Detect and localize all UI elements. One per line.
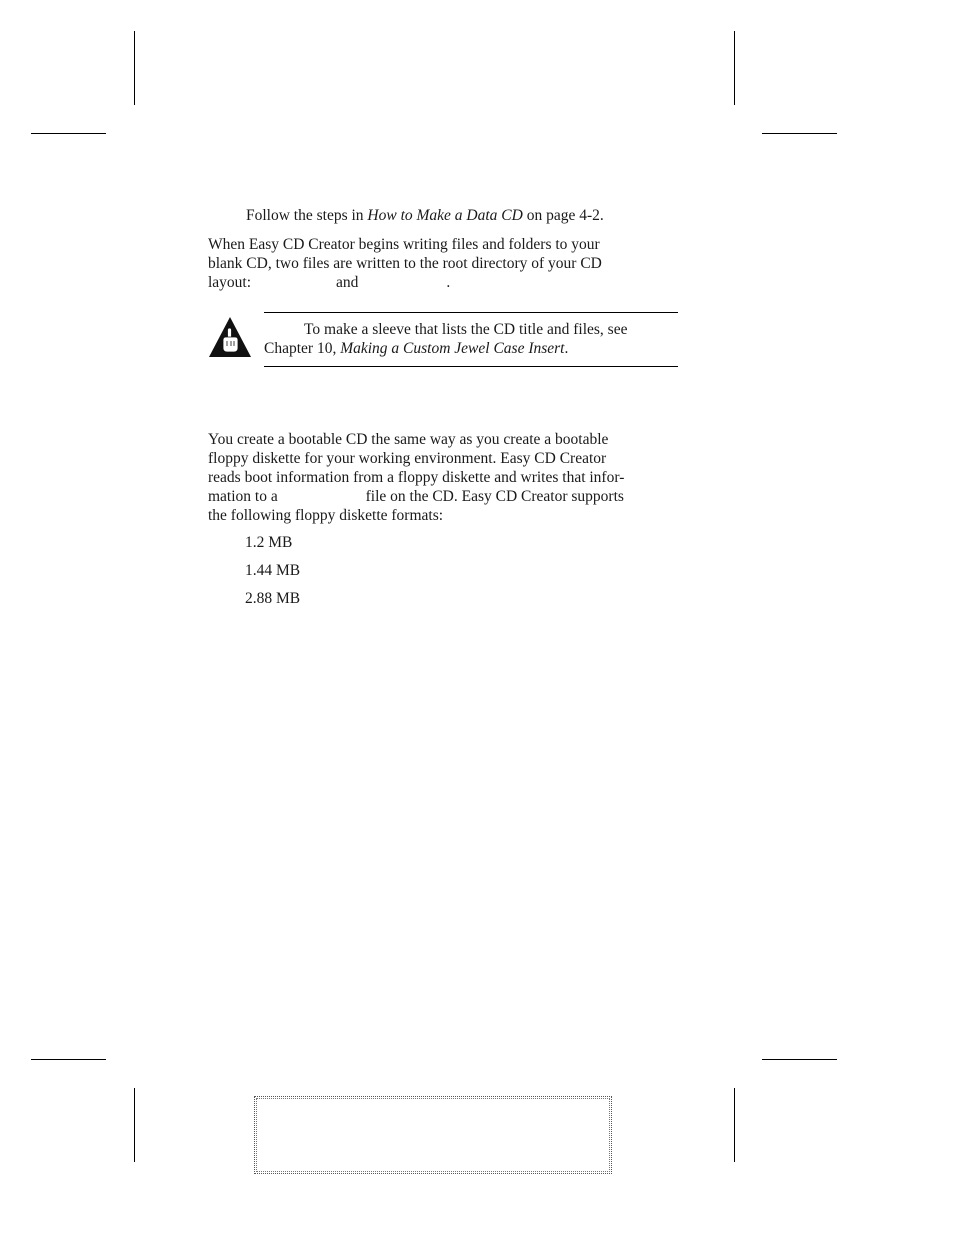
crop-mark-top-left-horizontal	[31, 133, 106, 134]
crop-mark-top-right-horizontal	[762, 133, 837, 134]
note-line1: To make a sleeve that lists the CD title and files, see	[304, 321, 628, 338]
crop-mark-bottom-right-vertical	[734, 1088, 735, 1162]
crop-mark-bottom-left-horizontal	[31, 1059, 106, 1060]
step-instruction	[246, 206, 604, 225]
note-top-rule	[264, 312, 678, 313]
para2-line4: mation to a file on the CD. Easy CD Creator supports	[208, 488, 624, 505]
step-suffix: on page 4-2.	[522, 207, 604, 224]
para2-line3: reads boot information from a floppy diskette and writes that infor-	[208, 469, 625, 486]
crop-mark-bottom-right-horizontal	[762, 1059, 837, 1060]
para2-line1: You create a bootable CD the same way as you create a bootable	[208, 431, 609, 448]
para2-line5: the following floppy diskette formats:	[208, 507, 444, 524]
note-text	[264, 320, 678, 358]
step-prefix: Follow the steps in	[246, 207, 368, 224]
note-bottom-rule	[264, 366, 678, 367]
note-chapter-reference: Making a Custom Jewel Case Insert	[340, 340, 565, 357]
files-written-paragraph	[208, 235, 678, 292]
note-line2: Chapter 10, Making a Custom Jewel Case Insert.	[264, 340, 569, 357]
para1-line3: layout: and .	[208, 274, 451, 291]
format-item: 2.88 MB	[245, 590, 301, 607]
format-item: 1.44 MB	[245, 562, 301, 579]
crop-mark-top-left-vertical	[134, 31, 135, 105]
crop-mark-top-right-vertical	[734, 31, 735, 105]
para1-line2: blank CD, two files are written to the root directory of your CD	[208, 255, 602, 272]
step-reference: How to Make a Data CD	[367, 207, 523, 224]
para1-line1: When Easy CD Creator begins writing files and folders to your	[208, 236, 600, 253]
bootable-cd-paragraph	[208, 430, 678, 525]
dotted-frame	[254, 1096, 612, 1174]
format-item: 1.2 MB	[245, 534, 293, 551]
para2-line2: floppy diskette for your working environment. Easy CD Creator	[208, 450, 607, 467]
crop-mark-bottom-left-vertical	[134, 1088, 135, 1162]
pointing-hand-warning-icon	[208, 316, 252, 358]
